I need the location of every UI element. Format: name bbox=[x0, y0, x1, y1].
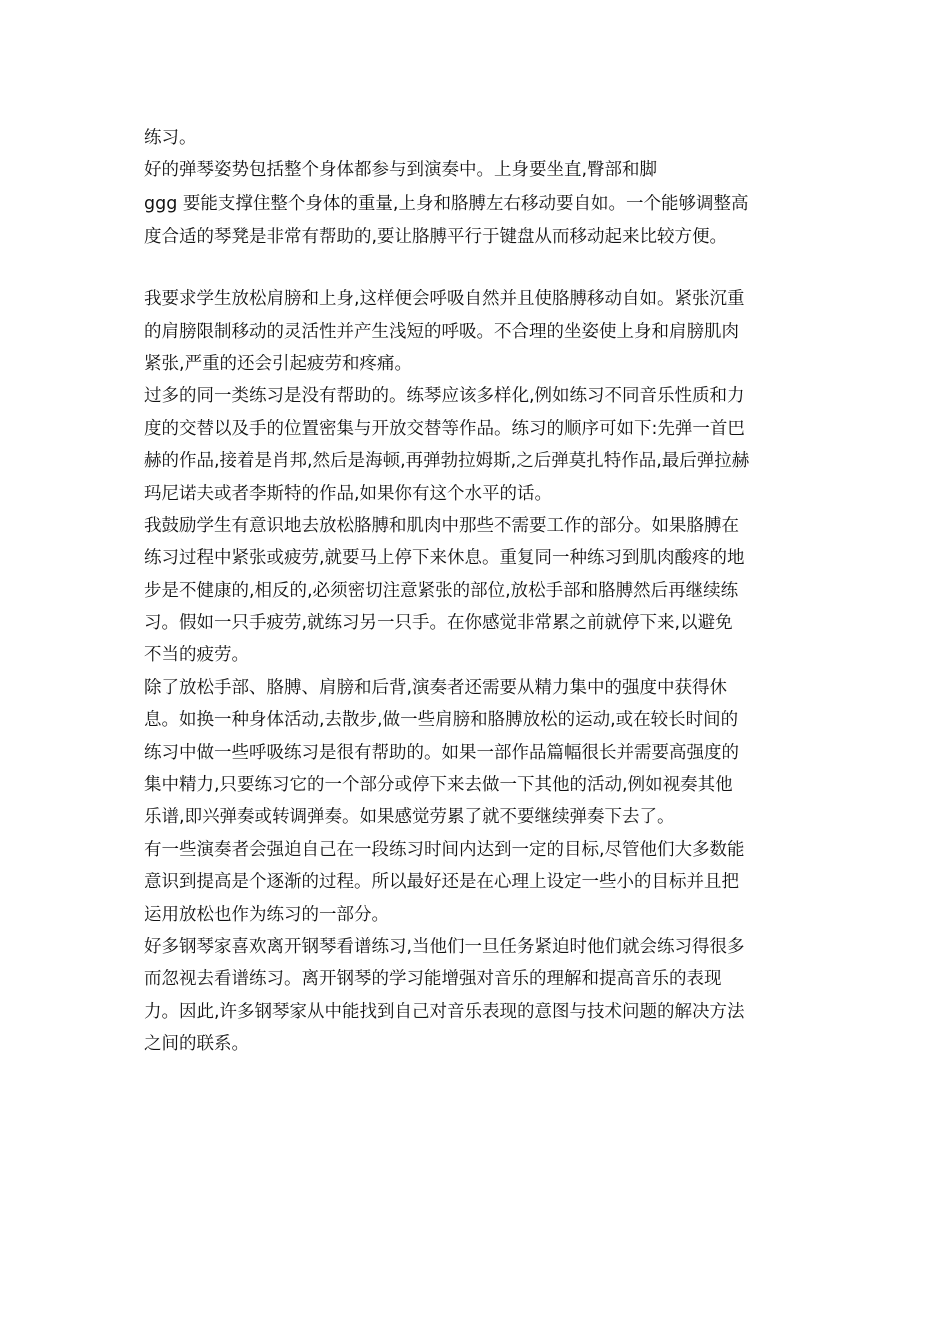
text-line: 好的弹琴姿势包括整个身体都参与到演奏中。上身要坐直,臀部和脚 bbox=[144, 160, 658, 181]
text-line: 紧张,严重的还会引起疲劳和疼痛。 bbox=[144, 353, 413, 374]
text-line: 步是不健康的,相反的,必须密切注意紧张的部位,放松手部和胳膊然后再继续练 bbox=[144, 580, 739, 601]
text-line: 意识到提高是个逐渐的过程。所以最好还是在心理上设定一些小的目标并且把 bbox=[144, 872, 739, 893]
text-line: 之间的联系。 bbox=[144, 1034, 249, 1055]
paragraph-gap bbox=[144, 253, 816, 283]
text-line: 玛尼诺夫或者李斯特的作品,如果你有这个水平的话。 bbox=[144, 483, 553, 504]
text-line: 练习。 bbox=[144, 128, 197, 148]
text-line: 度合适的琴凳是非常有帮助的,要让胳膊平行于键盘从而移动起来比较方便。 bbox=[144, 226, 728, 247]
text-line: 息。如换一种身体活动,去散步,做一些肩膀和胳膊放松的运动,或在较长时间的 bbox=[144, 710, 739, 731]
text-line: 乐谱,即兴弹奏或转调弹奏。如果感觉劳累了就不要继续弹奏下去了。 bbox=[144, 807, 675, 828]
text-line: 而忽视去看谱练习。离开钢琴的学习能增强对音乐的理解和提高音乐的表现 bbox=[144, 969, 722, 990]
text-line: 不当的疲劳。 bbox=[144, 645, 249, 666]
text-line: 练习过程中紧张或疲劳,就要马上停下来休息。重复同一种练习到肌肉酸疼的地 bbox=[144, 548, 745, 569]
text-line: 度的交替以及手的位置密集与开放交替等作品。练习的顺序可如下:先弹一首巴 bbox=[144, 418, 745, 439]
text-line: 好多钢琴家喜欢离开钢琴看谱练习,当他们一旦任务紧迫时他们就会练习得很多 bbox=[144, 936, 745, 957]
text-line: 赫的作品,接着是肖邦,然后是海顿,再弹勃拉姆斯,之后弹莫扎特作品,最后弹拉赫 bbox=[144, 451, 750, 472]
text-line: 练习中做一些呼吸练习是很有帮助的。如果一部作品篇幅很长并需要高强度的 bbox=[144, 742, 739, 763]
text-line: 过多的同一类练习是没有帮助的。练琴应该多样化,例如练习不同音乐性质和力 bbox=[144, 386, 745, 407]
text-line: 运用放松也作为练习的一部分。 bbox=[144, 904, 389, 925]
text-line: ggg 要能支撑住整个身体的重量,上身和胳膊左右移动要自如。一个能够调整高 bbox=[144, 193, 749, 214]
text-line: 我要求学生放松肩膀和上身,这样便会呼吸自然并且使胳膊移动自如。紧张沉重 bbox=[144, 289, 745, 310]
text-line: 力。因此,许多钢琴家从中能找到自己对音乐表现的意图与技术问题的解决方法 bbox=[144, 1001, 745, 1022]
document-body bbox=[144, 122, 816, 1061]
text-line: 的肩膀限制移动的灵活性并产生浅短的呼吸。不合理的坐姿使上身和肩膀肌肉 bbox=[144, 321, 739, 342]
text-line: 习。假如一只手疲劳,就练习另一只手。在你感觉非常累之前就停下来,以避免 bbox=[144, 613, 733, 634]
text-line: 有一些演奏者会强迫自己在一段练习时间内达到一定的目标,尽管他们大多数能 bbox=[144, 839, 745, 860]
text-line: 我鼓励学生有意识地去放松胳膊和肌肉中那些不需要工作的部分。如果胳膊在 bbox=[144, 515, 739, 536]
text-line: 除了放松手部、胳膊、肩膀和后背,演奏者还需要从精力集中的强度中获得休 bbox=[144, 677, 728, 698]
text-line: 集中精力,只要练习它的一个部分或停下来去做一下其他的活动,例如视奏其他 bbox=[144, 775, 733, 796]
